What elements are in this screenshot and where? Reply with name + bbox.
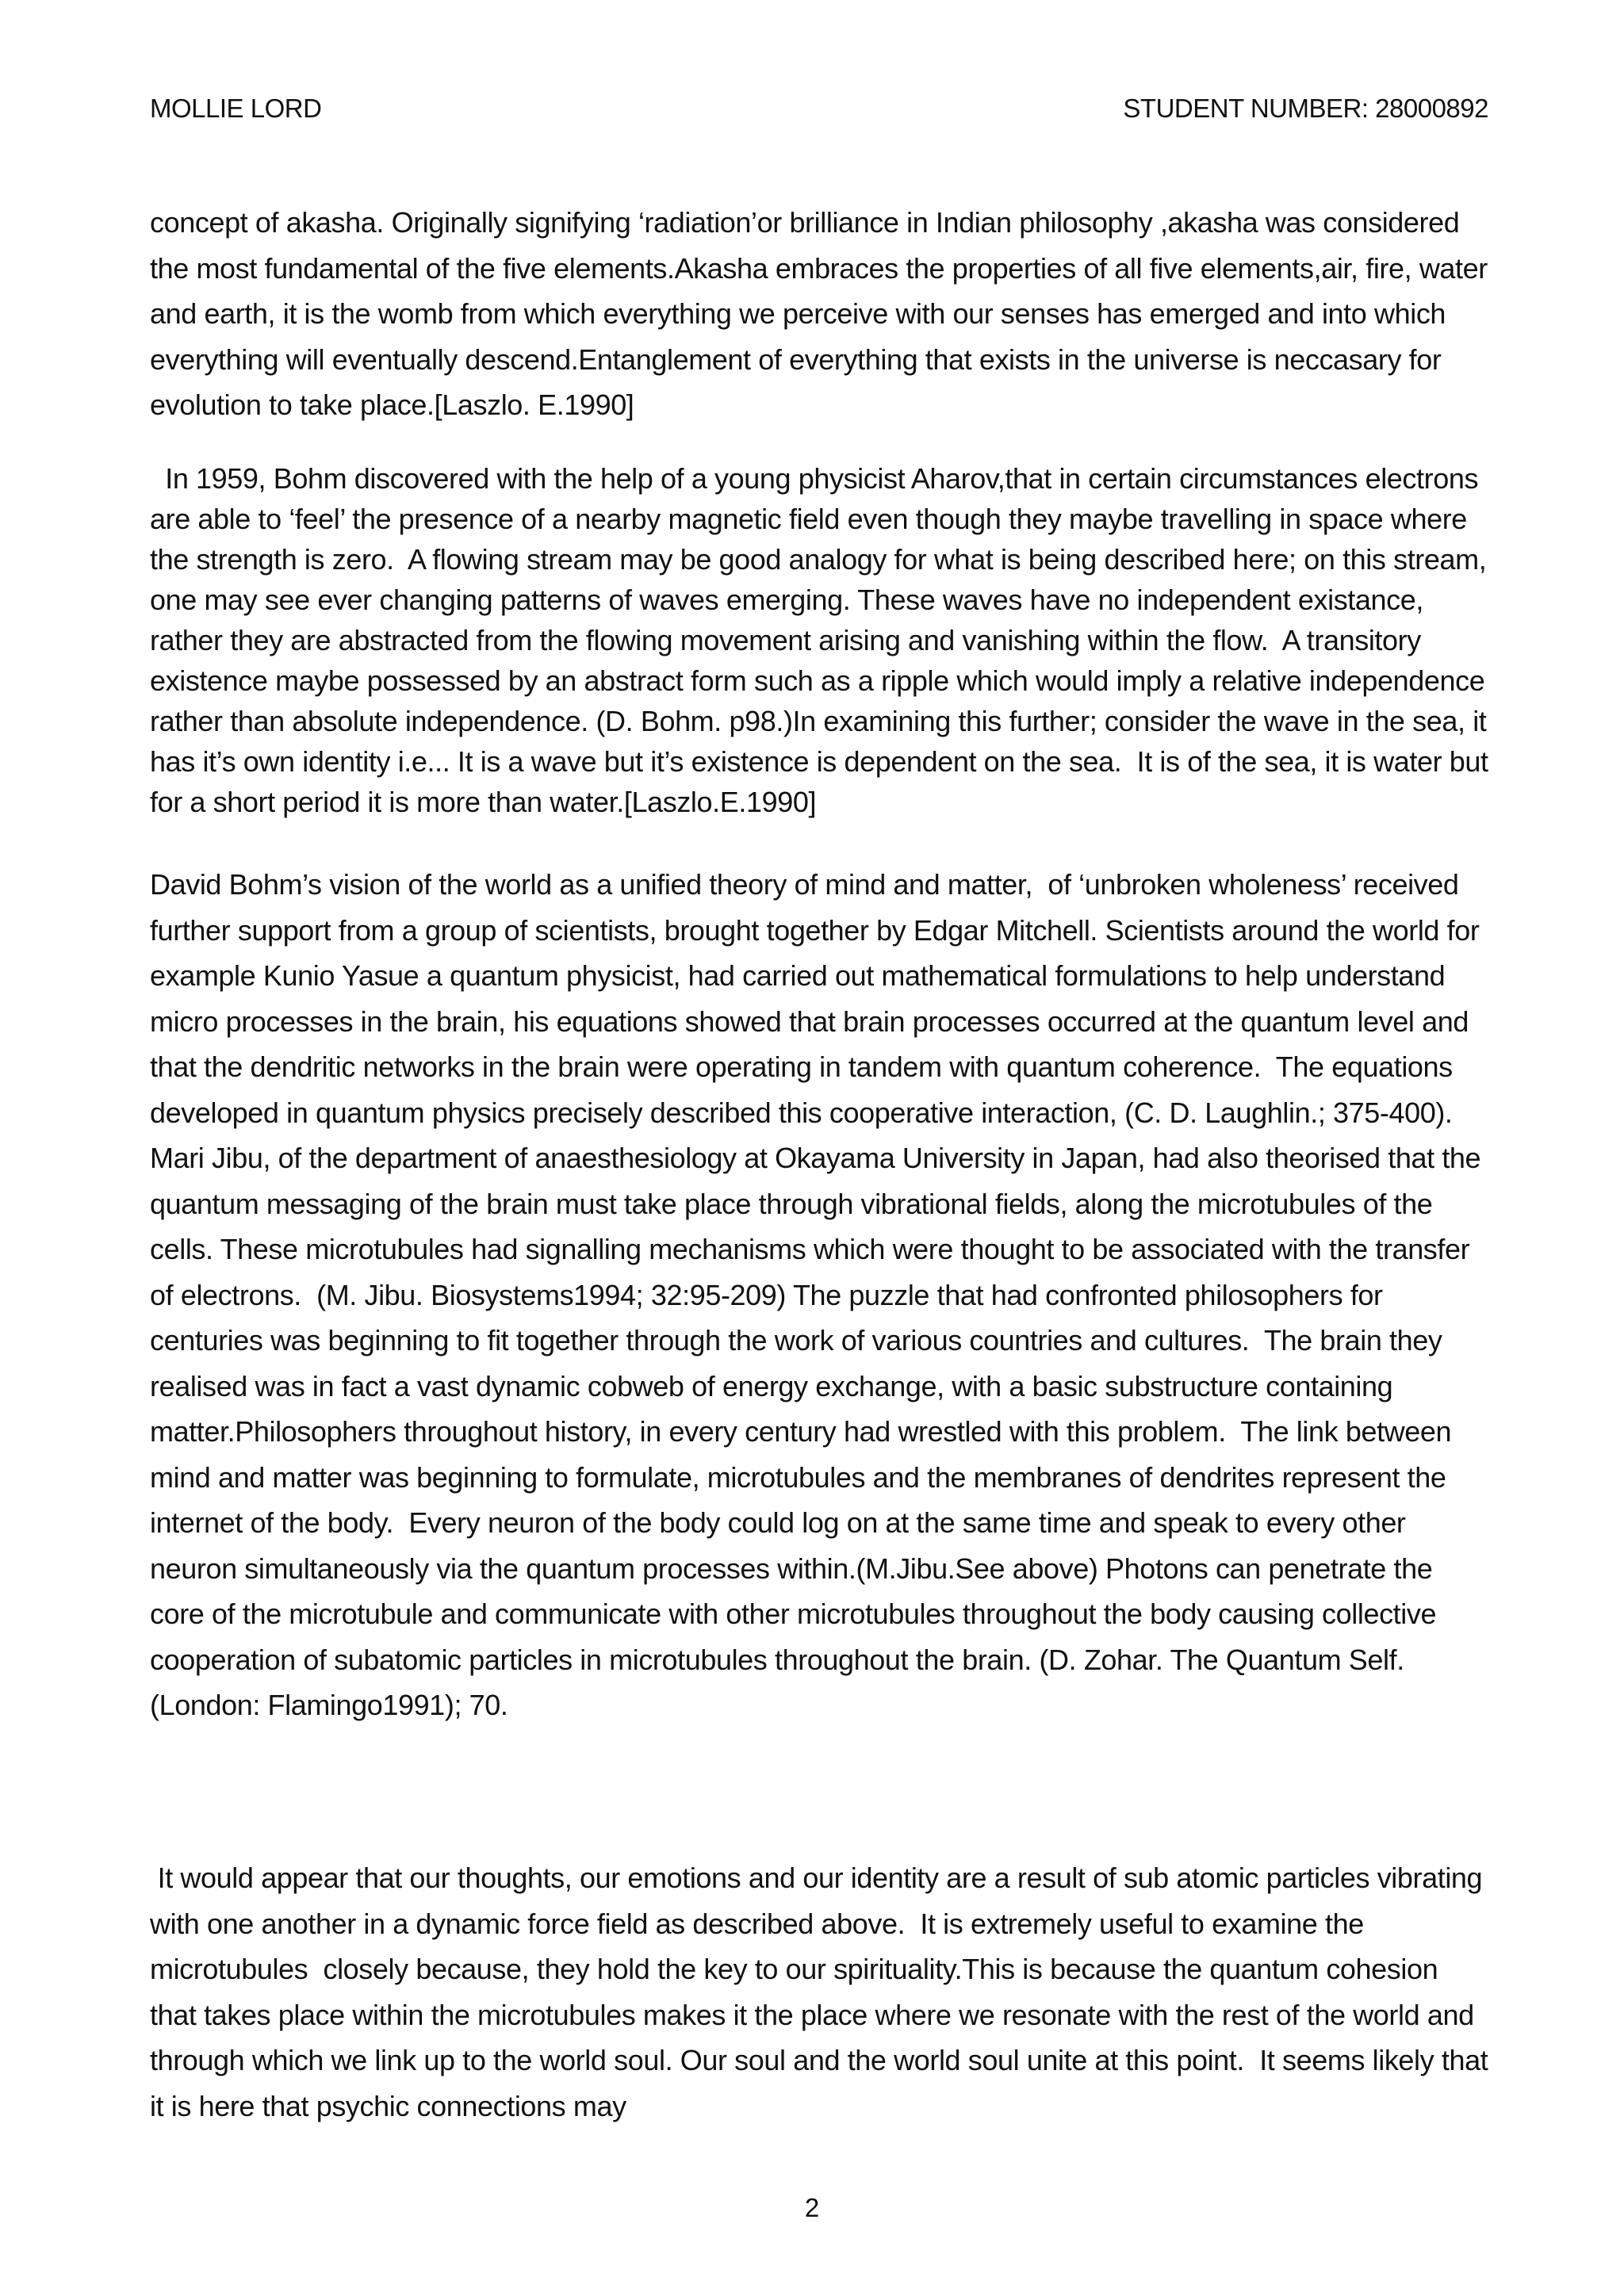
student-number: STUDENT NUMBER: 28000892 [1123, 94, 1488, 123]
paragraph-microtubules: It would appear that our thoughts, our emotions and our identity are a result of sub atomic particles vibrating with one another in a dynamic force field as described above. It is extremely useful to examine the microtubules closely because, they hold the key to our spirituality.This is because the quantum cohesion that takes place within the microtubules makes it the place where we resonate with the rest of the world and through which we link up to the world soul. Our soul and the world soul unite at this point. It seems likely that it is here that psychic connections may [150, 1862, 1496, 2122]
paragraph-bohm-1959: In 1959, Bohm discovered with the help of a young physicist Aharov,that in certain circumstances electrons are able to ‘feel’ the presence of a nearby magnetic field even though they maybe travelling in space where the strength is zero. A flowing stream may be good analogy for what is being described here; on this stream, one may see ever changing patterns of waves emerging. These waves have no independent existance, rather they are abstracted from the flowing movement arising and vanishing within the flow. A transitory existence maybe possessed by an abstract form such as a ripple which would imply a relative independence rather than absolute independence. (D. Bohm. p98.)In examining this further; consider the wave in the sea, it has it’s own identity i.e... It is a wave but it’s existence is dependent on the sea. It is of the sea, it is water but for a short period it is more than water.[Laszlo.E.1990] [150, 462, 1496, 818]
paragraph-unbroken-wholeness: David Bohm’s vision of the world as a unified theory of mind and matter, of ‘unbroken wholeness’ received further support from a group of scientists, brought together by Edgar Mitchell. Scientists around the world for example Kunio Yasue a quantum physicist, had carried out mathematical formulations to help understand micro processes in the brain, his equations showed that brain processes occurred at the quantum level and that the dendritic networks in the brain were operating in tandem with quantum coherence. The equations developed in quantum physics precisely described this cooperative interaction, (C. D. Laughlin.; 375-400). Mari Jibu, of the department of anaesthesiology at Okayama University in Japan, had also theorised that the quantum messaging of the brain must take place through vibrational fields, along the microtubules of the cells. These microtubules had signalling mechanisms which were thought to be associated with the transfer of electrons. (M. Jibu. Biosystems1994; 32:95-209) The puzzle that had confronted philosophers for centuries was beginning to fit together through the work of various countries and cultures. The brain they realised was in fact a vast dynamic cobweb of energy exchange, with a basic substructure containing matter.Philosophers throughout history, in every century had wrestled with this problem. The link between mind and matter was beginning to formulate, microtubules and the membranes of dendrites represent the internet of the body. Every neuron of the body could log on at the same time and speak to every other neuron simultaneously via the quantum processes within.(M.Jibu.See above) Photons can penetrate the core of the microtubule and communicate with other microtubules throughout the body causing collective cooperation of subatomic particles in microtubules throughout the brain. (D. Zohar. The Quantum Self. (London: Flamingo1991); 70. [150, 868, 1488, 1721]
page-header [150, 94, 1488, 133]
author-name: MOLLIE LORD [150, 94, 322, 123]
page-number: 2 [804, 2193, 820, 2222]
paragraph-akasha: concept of akasha. Originally signifying ‘radiation’or brilliance in Indian philosophy ,akasha was considered the most fundamental of the five elements.Akasha embraces the properties of all five elements,air, fire, water and earth, it is the womb from which everything we perceive with our senses has emerged and into which everything will eventually descend.Entanglement of everything that exists in the universe is neccasary for evolution to take place.[Laszlo. E.1990] [150, 206, 1496, 421]
